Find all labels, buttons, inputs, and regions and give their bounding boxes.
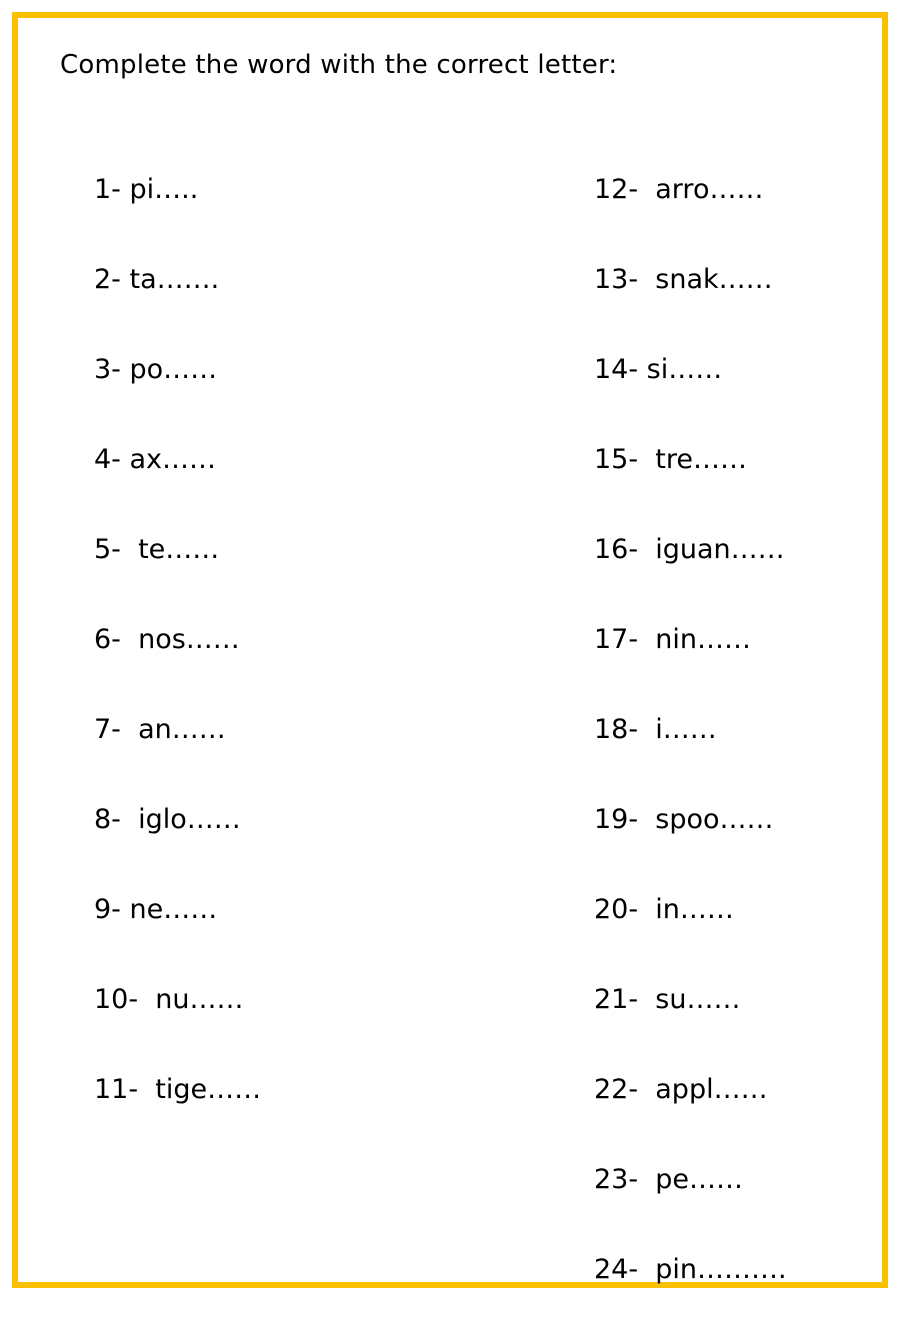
exercise-item-22: 22- appl…… xyxy=(594,1074,768,1105)
exercise-item-10: 10- nu…… xyxy=(94,984,244,1015)
exercise-item-24: 24- pin………. xyxy=(594,1254,787,1285)
exercise-item-18: 18- i…… xyxy=(594,714,717,745)
exercise-item-19: 19- spoo…… xyxy=(594,804,774,835)
exercise-item-4: 4- ax…… xyxy=(94,444,217,475)
exercise-item-14: 14- si…… xyxy=(594,354,723,385)
exercise-item-16: 16- iguan…… xyxy=(594,534,785,565)
exercise-item-2: 2- ta……. xyxy=(94,264,220,295)
exercise-list-left xyxy=(94,170,261,1160)
exercise-item-6: 6- nos…… xyxy=(94,624,240,655)
exercise-item-9: 9- ne…… xyxy=(94,894,218,925)
exercise-item-7: 7- an…… xyxy=(94,714,226,745)
exercise-item-20: 20- in…… xyxy=(594,894,734,925)
exercise-item-23: 23- pe…… xyxy=(594,1164,744,1195)
exercise-item-3: 3- po…… xyxy=(94,354,218,385)
exercise-item-11: 11- tige…… xyxy=(94,1074,262,1105)
exercise-item-12: 12- arro…… xyxy=(594,174,764,205)
exercise-item-21: 21- su…… xyxy=(594,984,741,1015)
exercise-item-17: 17- nin…… xyxy=(594,624,751,655)
exercise-item-5: 5- te…… xyxy=(94,534,220,565)
exercise-item-8: 8- iglo…… xyxy=(94,804,241,835)
exercise-item-1: 1- pi….. xyxy=(94,174,199,205)
worksheet-instruction: Complete the word with the correct letter: xyxy=(60,50,618,80)
exercise-item-13: 13- snak…… xyxy=(594,264,773,295)
worksheet-frame xyxy=(12,12,888,1288)
exercise-item-15: 15- tre…… xyxy=(594,444,747,475)
exercise-list-right xyxy=(594,170,787,1340)
